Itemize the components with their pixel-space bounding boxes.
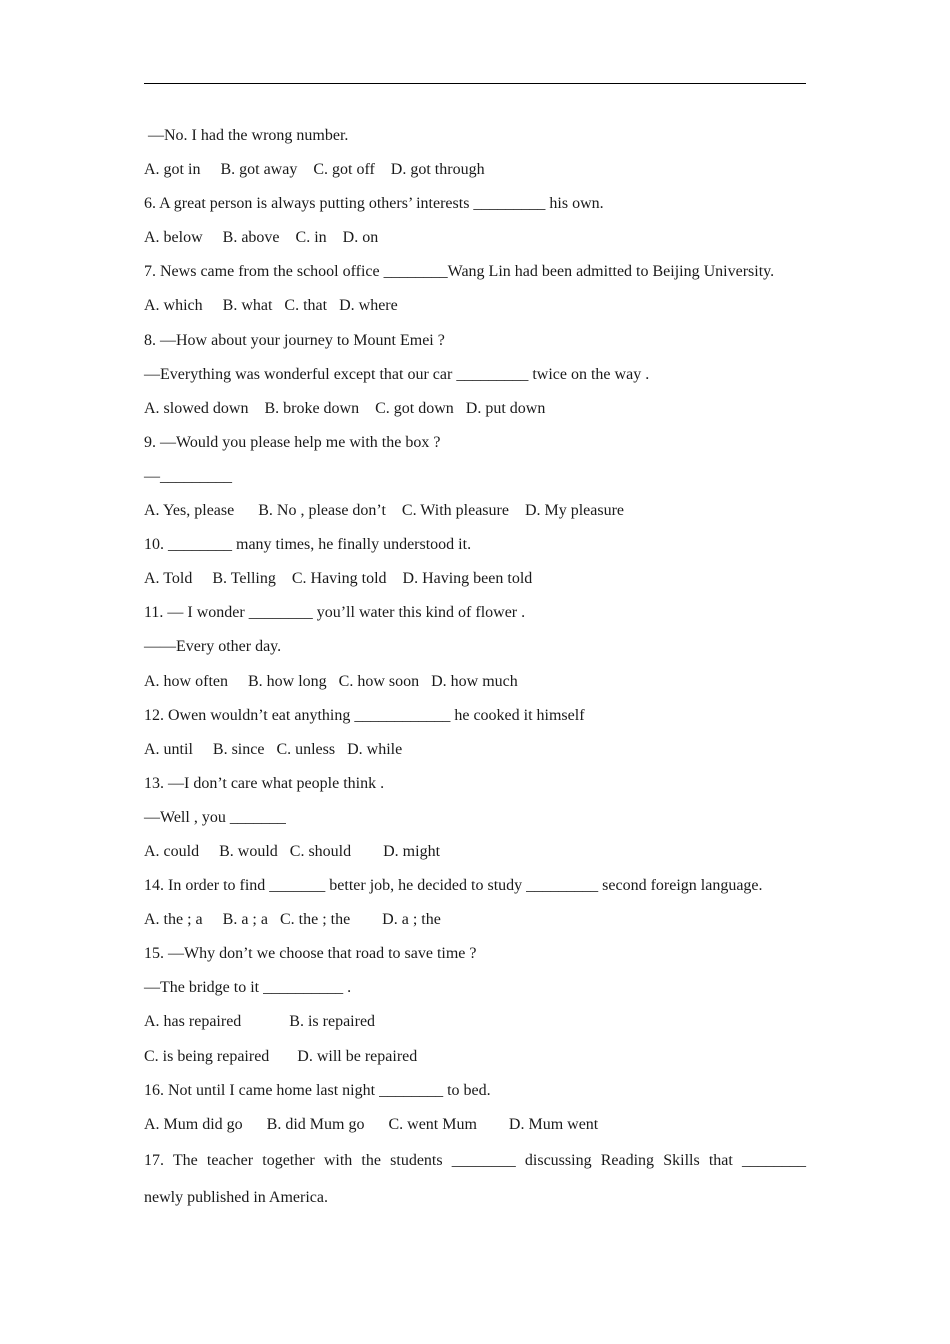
question-16: 16. Not until I came home last night ________ to bed. bbox=[144, 1081, 491, 1099]
text-line: newly published in America. bbox=[144, 1188, 328, 1206]
text-line: —The bridge to it __________ . bbox=[144, 979, 352, 997]
answer-options: C. is being repaired D. will be repaired bbox=[144, 1047, 418, 1065]
header-rule bbox=[144, 83, 806, 84]
answer-options: A. could B. would C. should D. might bbox=[144, 842, 441, 860]
question-13: 13. —I don’t care what people think . bbox=[144, 774, 385, 792]
question-7: 7. News came from the school office ________Wang Lin had been admitted to Beijing University. bbox=[144, 263, 775, 281]
answer-options: A. Mum did go B. did Mum go C. went Mum D. Mum went bbox=[144, 1115, 599, 1133]
answer-options: A. below B. above C. in D. on bbox=[144, 229, 379, 247]
answer-options: A. which B. what C. that D. where bbox=[144, 297, 398, 315]
text-line: —Everything was wonderful except that our car _________ twice on the way . bbox=[144, 365, 650, 383]
answer-options: A. has repaired B. is repaired bbox=[144, 1013, 376, 1031]
text-line: —_________ bbox=[144, 467, 232, 485]
answer-options: A. got in B. got away C. got off D. got through bbox=[144, 161, 485, 179]
question-17: 17. The teacher together with the students ________ discussing Reading Skills that ________ bbox=[144, 1151, 806, 1169]
question-8: 8. —How about your journey to Mount Emei ? bbox=[144, 331, 445, 349]
question-12: 12. Owen wouldn’t eat anything ____________ he cooked it himself bbox=[144, 706, 585, 724]
answer-options: A. how often B. how long C. how soon D. how much bbox=[144, 672, 518, 690]
exam-questions bbox=[144, 119, 806, 1216]
text-line: ——Every other day. bbox=[144, 638, 282, 656]
answer-options: A. Told B. Telling C. Having told D. Having been told bbox=[144, 570, 533, 588]
question-9: 9. —Would you please help me with the box ? bbox=[144, 433, 441, 451]
text-line: —No. I had the wrong number. bbox=[144, 127, 349, 144]
answer-options: A. until B. since C. unless D. while bbox=[144, 740, 403, 758]
answer-options: A. the ; a B. a ; a C. the ; the D. a ; the bbox=[144, 911, 441, 929]
question-15: 15. —Why don’t we choose that road to save time ? bbox=[144, 945, 477, 963]
question-10: 10. ________ many times, he finally understood it. bbox=[144, 536, 472, 554]
text-line: —Well , you _______ bbox=[144, 808, 286, 826]
answer-options: A. Yes, please B. No , please don’t C. With pleasure D. My pleasure bbox=[144, 502, 625, 520]
question-14: 14. In order to find _______ better job, he decided to study _________ second foreign language. bbox=[144, 877, 763, 895]
question-6: 6. A great person is always putting others’ interests _________ his own. bbox=[144, 195, 604, 213]
answer-options: A. slowed down B. broke down C. got down D. put down bbox=[144, 399, 546, 417]
question-11: 11. — I wonder ________ you’ll water this kind of flower . bbox=[144, 604, 526, 622]
